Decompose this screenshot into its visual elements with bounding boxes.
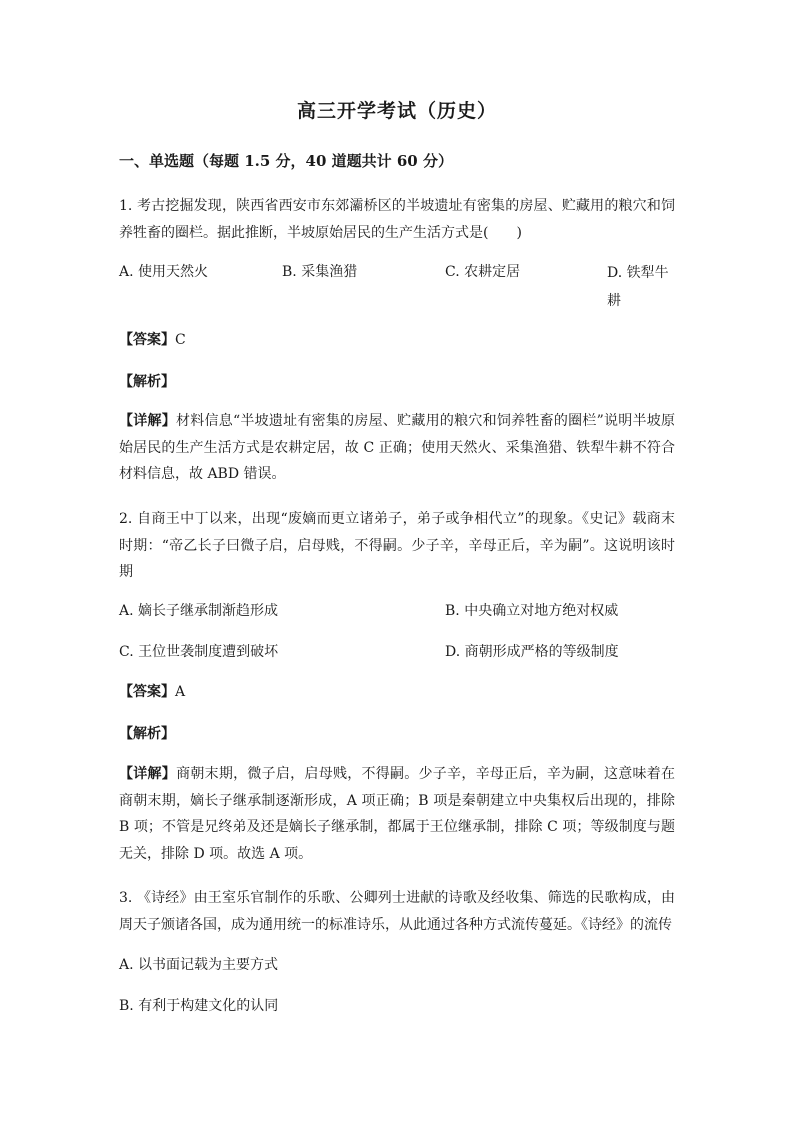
- question-3-option-b: B. 有利于构建文化的认同: [119, 998, 279, 1014]
- question-1-answer: [119, 329, 186, 349]
- question-1-option-c: C. 农耕定居: [445, 264, 521, 280]
- answer-value: C: [175, 332, 186, 348]
- question-1-option-b: B. 采集渔猎: [282, 264, 358, 280]
- answer-label: 【答案】: [119, 684, 175, 700]
- question-3-stem: 3. 《诗经》由王室乐官制作的乐歌、公卿列士进献的诗歌及经收集、筛选的民歌构成，由周天子颁诸各国，成为通用统一的标准诗乐，从此通过各种方式流传蔓延。《诗经》的流传: [119, 890, 675, 933]
- question-3-option-a: A. 以书面记载为主要方式: [119, 957, 279, 973]
- section-heading: 一、单选题（每题 1.5 分，40 道题共计 60 分）: [119, 152, 453, 170]
- question-1-analysis-label: 【解析】: [119, 374, 175, 390]
- question-2-option-a: A. 嫡长子继承制渐趋形成: [119, 603, 279, 619]
- detail-label: 【详解】: [119, 766, 177, 782]
- answer-label: 【答案】: [119, 332, 175, 348]
- detail-text: 商朝末期，微子启，启母贱，不得嗣。少子辛，辛母正后，辛为嗣，这意味着在商朝末期，嫡长子继承制逐渐形成，A 项正确；B 项是秦朝建立中央集权后出现的，排除 B 项；不管是兄终弟及还是嫡长子继承制，都属于王位继承制，排除 C 项；等级制度与题无关，排除 D 项。故选 A 项。: [119, 766, 676, 862]
- question-2-analysis-label: 【解析】: [119, 726, 175, 742]
- page-title: 高三开学考试（历史）: [296, 100, 497, 122]
- detail-label: 【详解】: [119, 413, 176, 429]
- question-2-answer: [119, 681, 185, 701]
- question-2-option-c: C. 王位世袭制度遭到破坏: [119, 644, 279, 660]
- question-1-detail: [119, 408, 675, 488]
- question-2-option-b: B. 中央确立对地方绝对权威: [445, 603, 619, 619]
- question-1-stem: 1. 考古挖掘发现，陕西省西安市东郊灞桥区的半坡遗址有密集的房屋、贮藏用的粮穴和饲养牲畜的圈栏。据此推断，半坡原始居民的生产生活方式是( ): [119, 198, 675, 241]
- question-1-option-d: D. 铁犁牛耕: [607, 265, 669, 309]
- detail-text: 材料信息“半坡遗址有密集的房屋、贮藏用的粮穴和饲养牲畜的圈栏”说明半坡原始居民的生产生活方式是农耕定居，故 C 正确；使用天然火、采集渔猎、铁犁牛耕不符合材料信息，故 ABD 错误。: [119, 413, 676, 482]
- question-2-detail: [119, 761, 675, 867]
- answer-value: A: [175, 684, 186, 700]
- question-2-stem: 2. 自商王中丁以来，出现“废嫡而更立诸弟子，弟子或争相代立”的现象。《史记》载商末时期：“帝乙长子曰微子启，启母贱，不得嗣。少子辛，辛母正后，辛为嗣”。这说明该时期: [119, 511, 675, 580]
- question-1-option-a: A. 使用天然火: [119, 264, 209, 280]
- question-2-option-d: D. 商朝形成严格的等级制度: [445, 644, 619, 660]
